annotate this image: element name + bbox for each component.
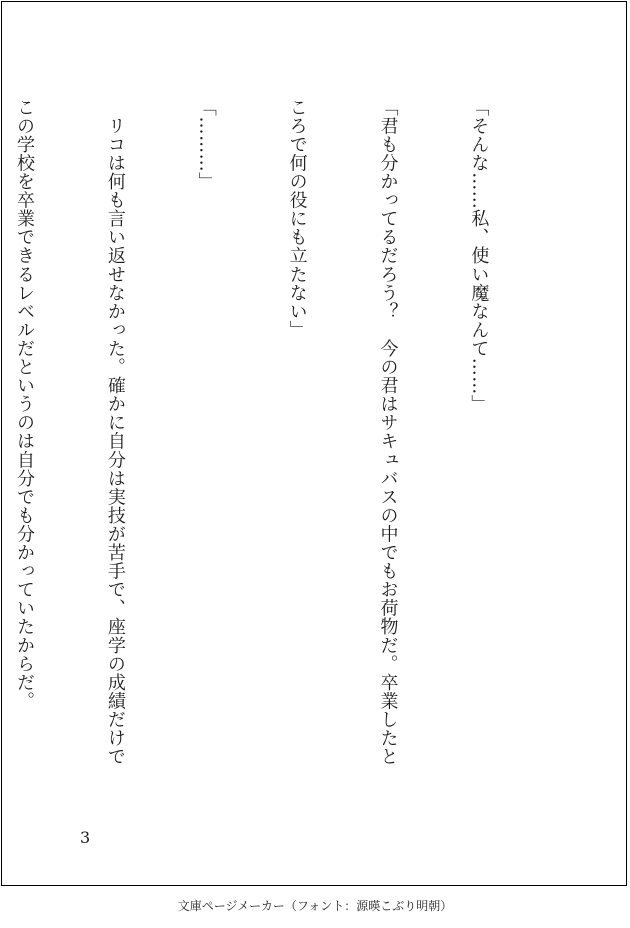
text-line: リコは何も言い返せなかった。確かに自分は実技が苦手で、座学の成績だけで	[104, 98, 126, 766]
text-line: 「君も分かってるだろう？ 今の君はサキュバスの中でもお荷物だ。卒業したと	[377, 98, 399, 766]
text-line: この学校を卒業できるレベルだというのは自分でも分かっていたからだ。	[13, 98, 35, 711]
page-number: 3	[80, 828, 91, 847]
footer-credit: 文庫ページメーカー（フォント：源暎こぶり明朝）	[177, 899, 453, 913]
text-line: ころで何の役にも立たない」	[286, 98, 308, 340]
text-line: 「そんな……私、使い魔なんて……」	[468, 98, 490, 414]
vertical-text-body	[0, 98, 554, 810]
page-frame	[1, 1, 627, 886]
text-line: 「………」	[195, 98, 217, 191]
